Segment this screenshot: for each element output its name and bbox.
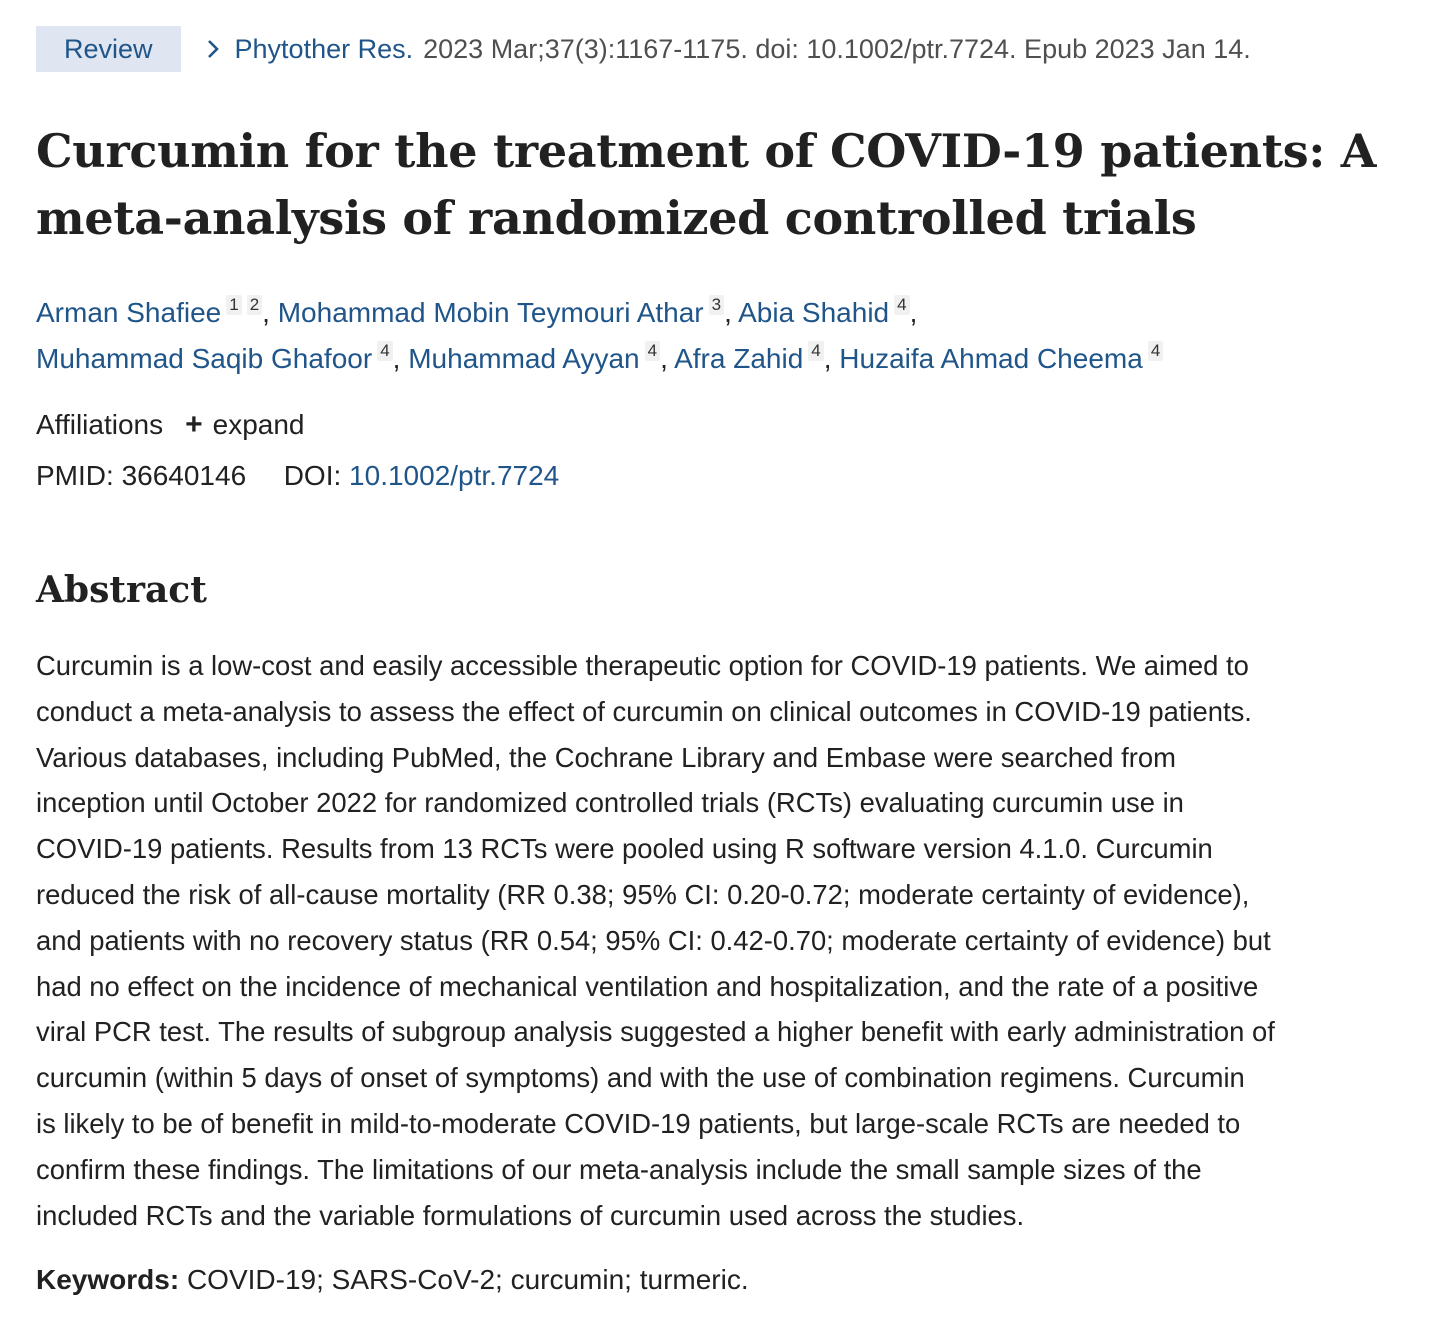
author-link[interactable]: Mohammad Mobin Teymouri Athar	[277, 297, 704, 328]
author-link[interactable]: Afra Zahid	[674, 343, 804, 374]
affiliation-ref[interactable]: 4	[1148, 341, 1163, 361]
affiliations-label: Affiliations	[36, 409, 164, 440]
abstract-line: Curcumin is a low-cost and easily accessible therapeutic option for COVID-19 patients. We aimed to	[36, 650, 1249, 681]
abstract-line: Various databases, including PubMed, the Cochrane Library and Embase were searched from	[36, 741, 1176, 773]
pmid-value: 36640146	[121, 460, 247, 491]
chevron-right-icon	[201, 36, 227, 62]
abstract-line: COVID-19 patients. Results from 13 RCTs were pooled using R software version 4.1.0. Curcumin	[36, 833, 1213, 865]
doi-label: DOI:	[283, 460, 342, 491]
identifiers-row	[36, 460, 559, 492]
citation-row	[36, 26, 1251, 72]
affiliation-ref[interactable]: 4	[808, 341, 823, 361]
keywords-list: COVID-19; SARS-CoV-2; curcumin; turmeric.	[186, 1264, 749, 1295]
author-link[interactable]: Huzaifa Ahmad Cheema	[839, 343, 1143, 374]
author-link[interactable]: Muhammad Ayyan	[408, 343, 640, 374]
author-link[interactable]: Arman Shafiee	[36, 297, 222, 328]
authors-list: Arman Shafiee $^1$ $^2$ , Mohammad Mobin Teymouri Athar $^3$ , Abia Shahid $^4$ , Muhammad Saqib Ghafoor $^4$ , Muhammad Ayyan $^4$ , Afra Zahid $^4$ , Huzaifa Ahmad Cheema $^4$	[36, 290, 1426, 382]
abstract-heading: Abstract	[36, 569, 207, 611]
abstract-line: viral PCR test. The results of subgroup analysis suggested a higher benefit with early administration of	[36, 1016, 1275, 1048]
expand-affiliations-toggle[interactable]: expand	[212, 409, 305, 440]
citation-details: 2023 Mar;37(3):1167-1175. doi: 10.1002/ptr.7724. Epub 2023 Jan 14.	[423, 33, 1251, 64]
affiliation-ref[interactable]: 3	[709, 295, 724, 315]
abstract-line: and patients with no recovery status (RR 0.54; 95% CI: 0.42-0.70; moderate certainty of evidence) but	[36, 924, 1271, 956]
affiliation-ref[interactable]: 4	[645, 341, 660, 361]
review-badge: Review	[36, 26, 181, 72]
plus-icon[interactable]: +	[185, 408, 203, 441]
abstract-line: is likely to be of benefit in mild-to-moderate COVID-19 patients, but large-scale RCTs are needed to	[36, 1107, 1241, 1139]
abstract-text	[36, 643, 1422, 1238]
abstract-line: inception until October 2022 for randomized controlled trials (RCTs) evaluating curcumin use in	[36, 787, 1184, 819]
abstract-line: confirm these findings. The limitations of our meta-analysis include the small sample sizes of the	[36, 1153, 1202, 1185]
affiliation-ref[interactable]: 1	[226, 295, 241, 315]
abstract-line: reduced the risk of all-cause mortality (RR 0.38; 95% CI: 0.20-0.72; moderate certainty of evidence),	[36, 878, 1250, 910]
affiliation-ref[interactable]: 2	[247, 295, 262, 315]
affiliation-ref[interactable]: 4	[894, 295, 909, 315]
title-line-1: Curcumin for the treatment of COVID-19 patients: A	[36, 124, 1377, 178]
abstract-line: included RCTs and the variable formulations of curcumin used across the studies.	[36, 1199, 1025, 1231]
doi-link[interactable]: 10.1002/ptr.7724	[349, 460, 560, 491]
article-title	[36, 118, 1426, 252]
abstract-line: had no effect on the incidence of mechanical ventilation and hospitalization, and the rate of a positive	[36, 970, 1259, 1002]
author-link[interactable]: Muhammad Saqib Ghafoor	[36, 343, 373, 374]
affiliations-row	[36, 408, 305, 442]
keywords-row	[36, 1264, 749, 1296]
title-line-2: meta-analysis of randomized controlled trials	[36, 191, 1197, 245]
pmid-label: PMID:	[36, 460, 114, 491]
affiliation-ref[interactable]: 4	[377, 341, 392, 361]
abstract-line: conduct a meta-analysis to assess the effect of curcumin on clinical outcomes in COVID-19 patients.	[36, 695, 1252, 727]
author-link[interactable]: Abia Shahid	[738, 297, 890, 328]
abstract-line: curcumin (within 5 days of onset of symptoms) and with the use of combination regimens. Curcumin	[36, 1062, 1245, 1094]
keywords-label: Keywords:	[36, 1264, 180, 1295]
journal-link[interactable]: Phytother Res.	[234, 33, 414, 64]
